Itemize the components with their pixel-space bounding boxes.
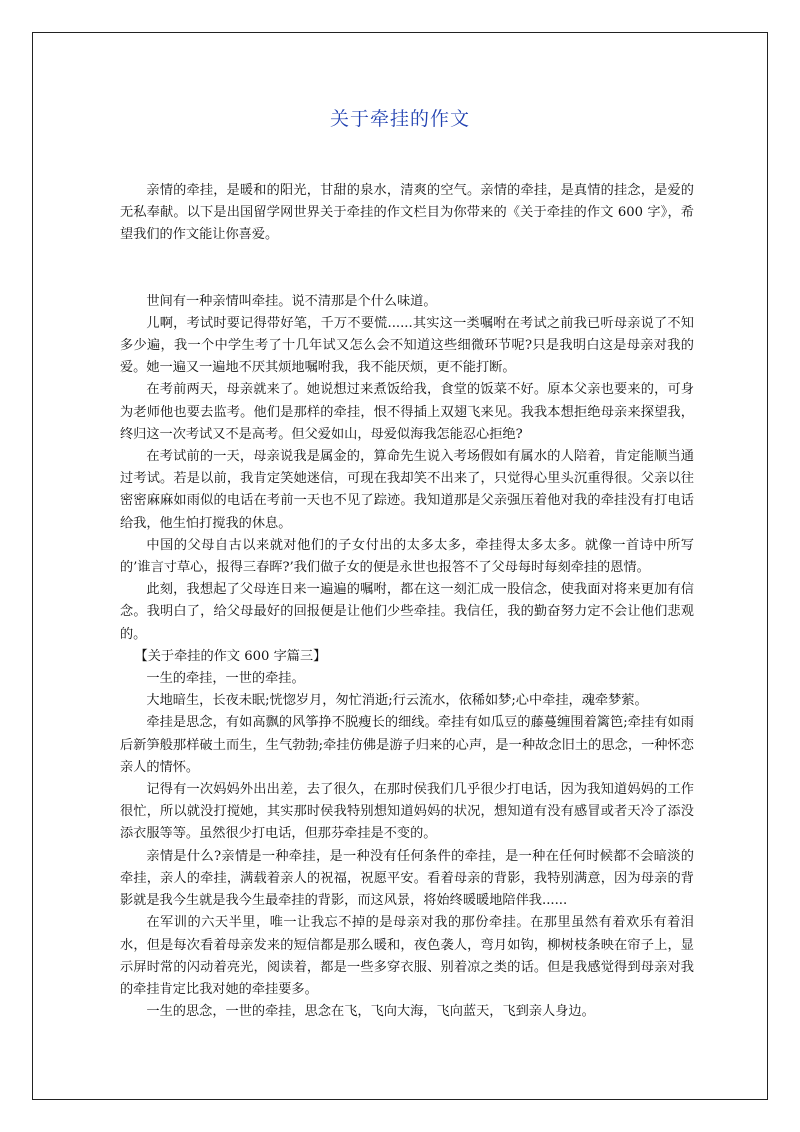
body-paragraph: 儿啊，考试时要记得带好笔，千万不要慌......其实这一类嘱咐在考试之前我已听母亲说了不知多少遍，我一个中学生考了十几年试又怎么会不知道这些细微环节呢?只是我明白这是母亲对我的爱。她一遍又一遍地不厌其烦地嘱咐我，我不能厌烦，更不能打断。	[120, 315, 694, 376]
body-paragraph: 记得有一次妈妈外出出差，去了很久，在那时侯我们几乎很少打电话，因为我知道妈妈的工作很忙，所以就没打搅她，其实那时侯我特别想知道妈妈的状况，想知道有没有感冒或者天冷了添没添衣服等等。虽然很少打电话，但那芬牵挂是不变的。	[120, 782, 694, 842]
body-paragraph: 大地暗生，长夜未眠;恍惚岁月，匆忙消逝;行云流水，依稀如梦;心中牵挂，魂牵梦萦。	[146, 693, 648, 709]
body-paragraph: 一生的牵挂，一世的牵挂。	[146, 671, 305, 687]
document-body	[120, 180, 694, 1023]
body-paragraph: 世间有一种亲情叫牵挂。说不清那是个什么味道。	[146, 293, 437, 309]
section-heading: 【关于牵挂的作文 600 字篇三】	[134, 648, 327, 664]
body-paragraph: 中国的父母自古以来就对他们的子女付出的太多太多，牵挂得太多太多。就像一首诗中所写的’谁言寸草心，报得三春晖?’我们做子女的便是永世也报答不了父母每时每刻牵挂的恩情。	[120, 537, 694, 576]
paragraph-gap	[120, 269, 694, 291]
intro-paragraph: 亲情的牵挂，是暖和的阳光，甘甜的泉水，清爽的空气。亲情的牵挂，是真情的挂念，是爱的无私奉献。以下是出国留学网世界关于牵挂的作文栏目为你带来的《关于牵挂的作文 600 字》，希望我们的作文能让你喜爱。	[120, 183, 694, 243]
body-paragraph: 一生的思念，一世的牵挂，思念在飞，飞向大海，飞向蓝天，飞到亲人身边。	[146, 1004, 595, 1020]
body-paragraph: 此刻，我想起了父母连日来一遍遍的嘱咐，都在这一刻汇成一股信念，使我面对将来更加有信念。我明白了，给父母最好的回报便是让他们少些牵挂。我信任，我的勤奋努力定不会让他们悲观的。	[120, 582, 694, 642]
body-paragraph: 在考试前的一天，母亲说我是属金的，算命先生说入考场假如有属水的人陪着，肯定能顺当通过考试。若是以前，我肯定笑她迷信，可现在我却笑不出来了，只觉得心里头沉重得很。父亲以往密密麻麻如雨似的电话在考前一天也不见了踪迹。我知道那是父亲强压着他对我的牵挂没有打电话给我，他生怕打搅我的休息。	[120, 449, 694, 531]
body-paragraph: 牵挂是思念，有如高飘的风筝挣不脱瘦长的细线。牵挂有如瓜豆的藤蔓缠围着篱笆;牵挂有如雨后新笋般那样破土而生，生气勃勃;牵挂仿佛是游子归来的心声，是一种故念旧土的思念，一种怀恋亲人的情怀。	[120, 715, 694, 775]
paragraph-gap	[120, 247, 694, 269]
body-paragraph: 亲情是什么?亲情是一种牵挂，是一种没有任何条件的牵挂，是一种在任何时候都不会暗淡的牵挂，亲人的牵挂，满载着亲人的祝福，祝愿平安。看着母亲的背影，我特别满意，因为母亲的背影就是我今生就是我今生最牵挂的背影，而这风景，将始终暖暖地陪伴我......	[120, 848, 694, 909]
body-paragraph: 在军训的六天半里，唯一让我忘不掉的是母亲对我的那份牵挂。在那里虽然有着欢乐有着泪水，但是每次看着母亲发来的短信都是那么暖和，夜色袭人，弯月如钩，柳树枝条映在帘子上，显示屏时常的闪动着亮光，阅读着，都是一些多穿衣服、别着凉之类的话。但是我感觉得到母亲对我的牵挂肯定比我对她的牵挂要多。	[120, 915, 694, 997]
body-paragraph: 在考前两天，母亲就来了。她说想过来煮饭给我，食堂的饭菜不好。原本父亲也要来的，可身为老师他也要去监考。他们是那样的牵挂，恨不得插上双翅飞来见。我我本想拒绝母亲来探望我，终归这一次考试又不是高考。但父爱如山，母爱似海我怎能忍心拒绝?	[120, 382, 694, 442]
document-title: 关于牵挂的作文	[329, 108, 470, 130]
